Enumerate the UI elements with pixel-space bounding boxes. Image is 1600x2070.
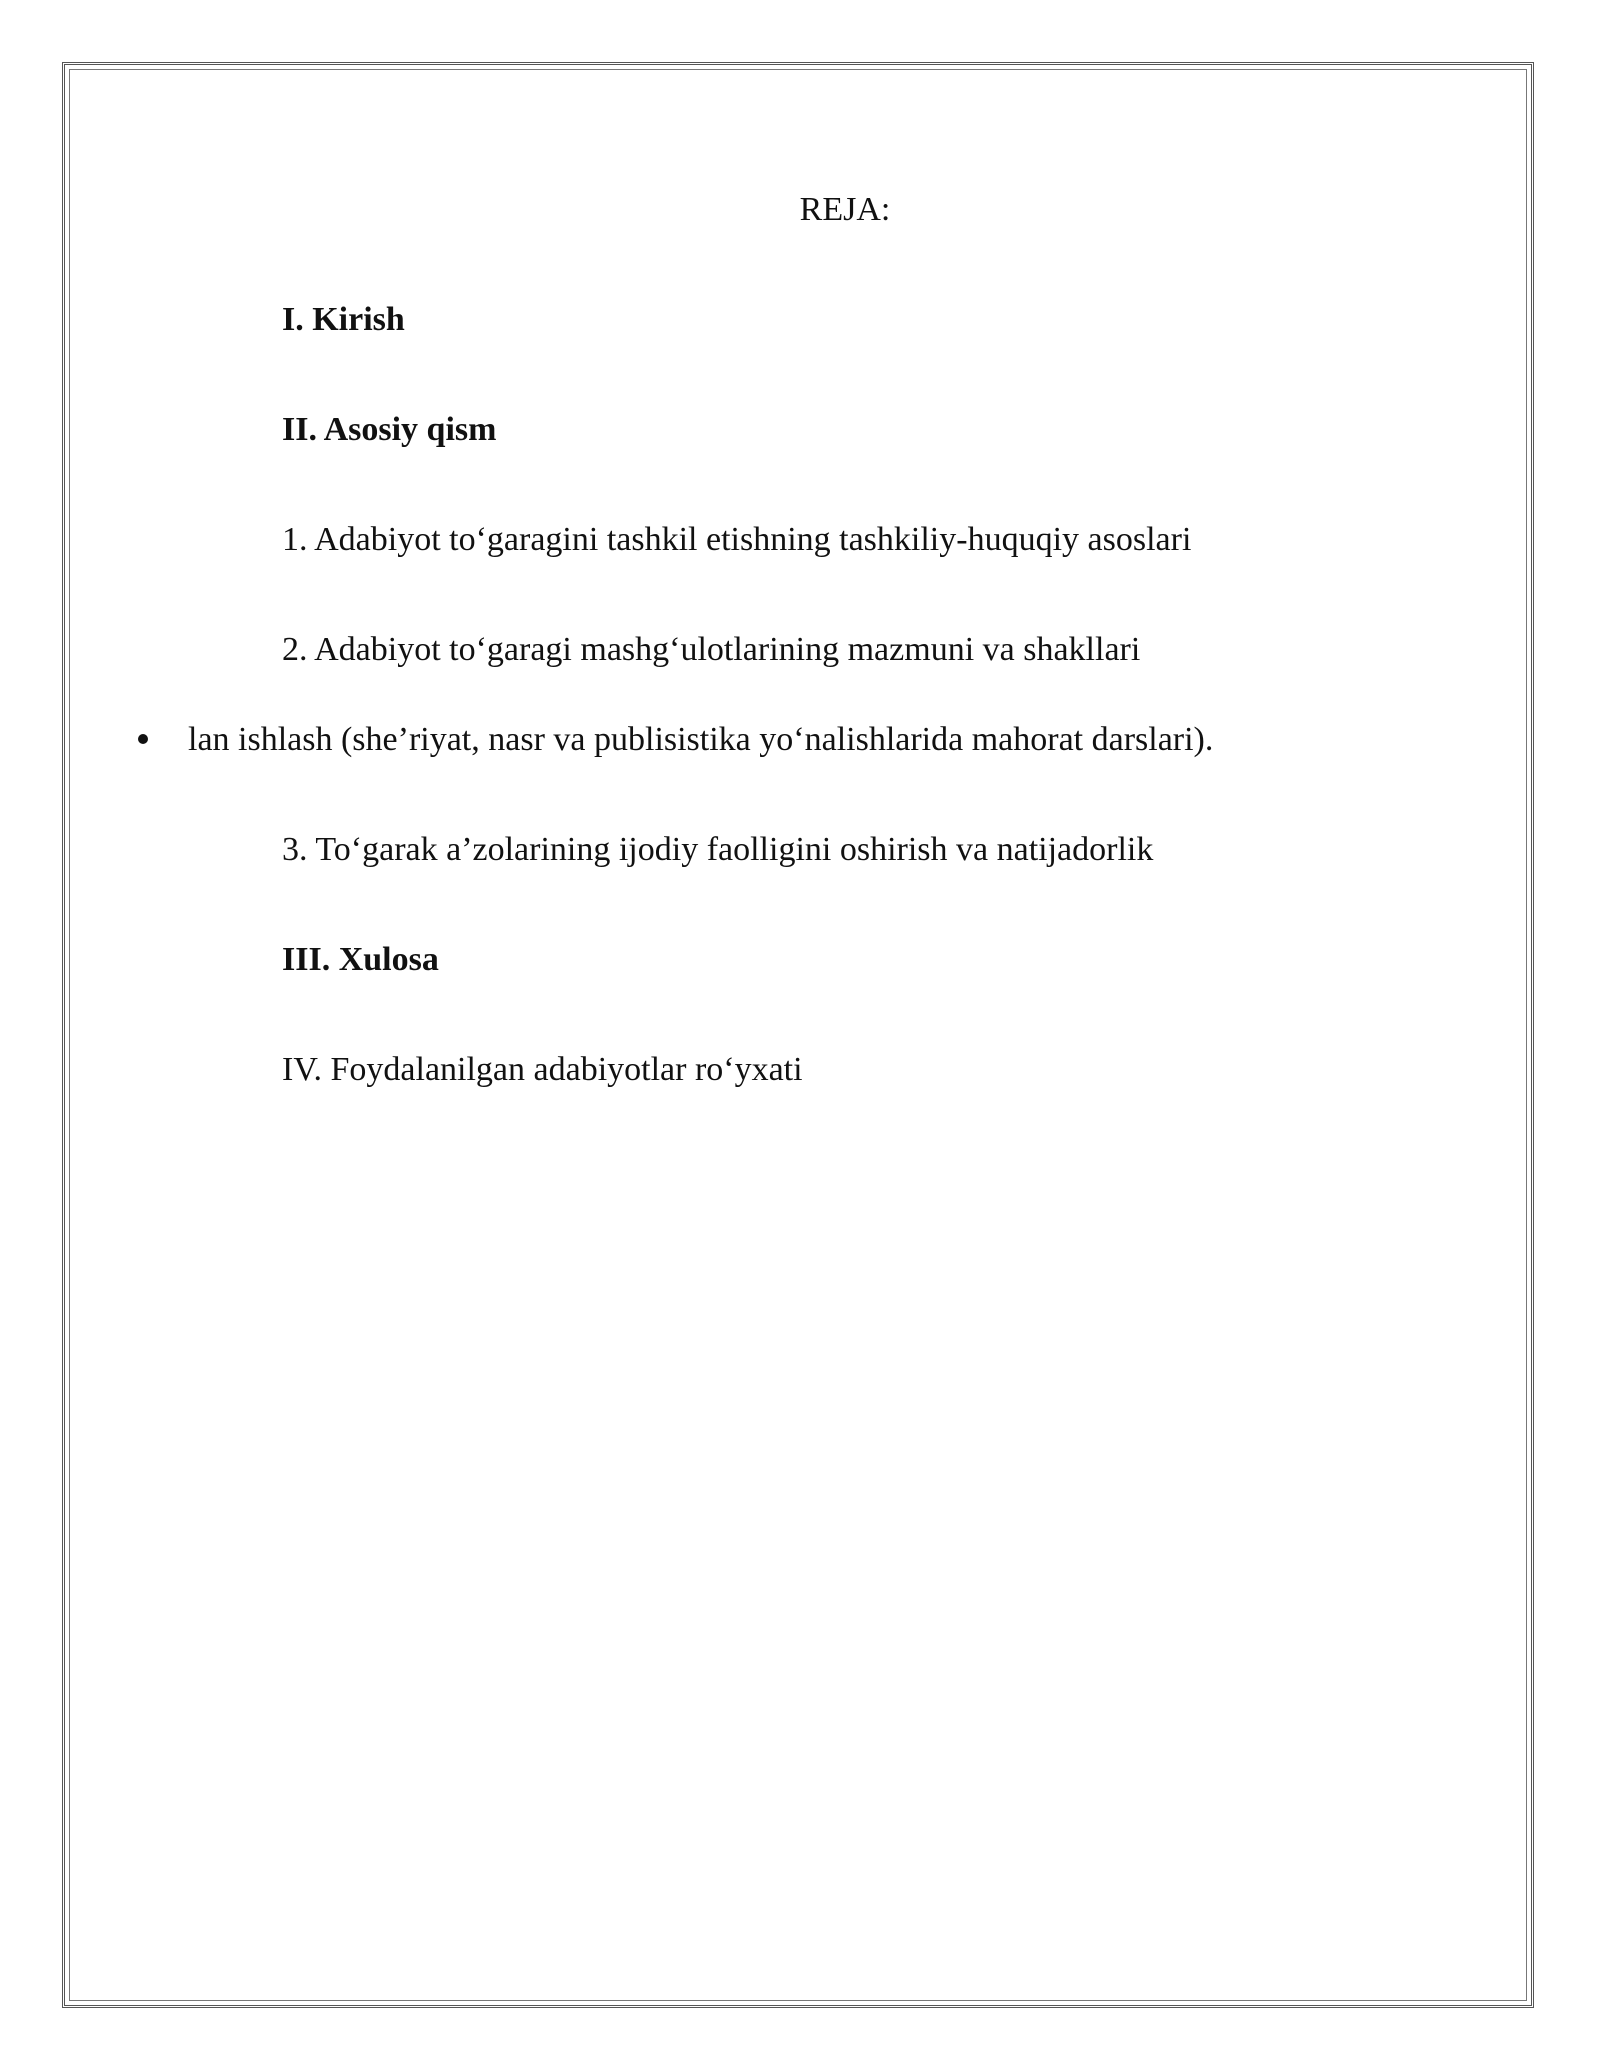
- bullet-item-text: lan ishlash (she’riyat, nasr va publisistika yo‘nalishlarida mahorat darslari).: [188, 721, 1214, 758]
- plan-subitem-2: 2. Adabiyot to‘garagi mashg‘ulotlarining mazmuni va shakllari: [282, 631, 1141, 668]
- plan-item-main-part: II. Asosiy qism: [282, 411, 497, 448]
- bullet-item: [138, 720, 1213, 760]
- page-border-inner: [69, 69, 1527, 2001]
- bullet-icon: [138, 734, 148, 744]
- page-border: [62, 62, 1534, 2008]
- plan-item-intro: I. Kirish: [282, 301, 405, 338]
- plan-subitem-1: 1. Adabiyot to‘garagini tashkil etishning tashkiliy-huquqiy asoslari: [282, 521, 1192, 558]
- plan-item-references: IV. Foydalanilgan adabiyotlar ro‘yxati: [282, 1051, 803, 1088]
- plan-subitem-3: 3. To‘garak a’zolarining ijodiy faolligini oshirish va natijadorlik: [282, 831, 1154, 868]
- plan-item-conclusion: III. Xulosa: [282, 941, 439, 978]
- document-title: REJA:: [799, 191, 891, 228]
